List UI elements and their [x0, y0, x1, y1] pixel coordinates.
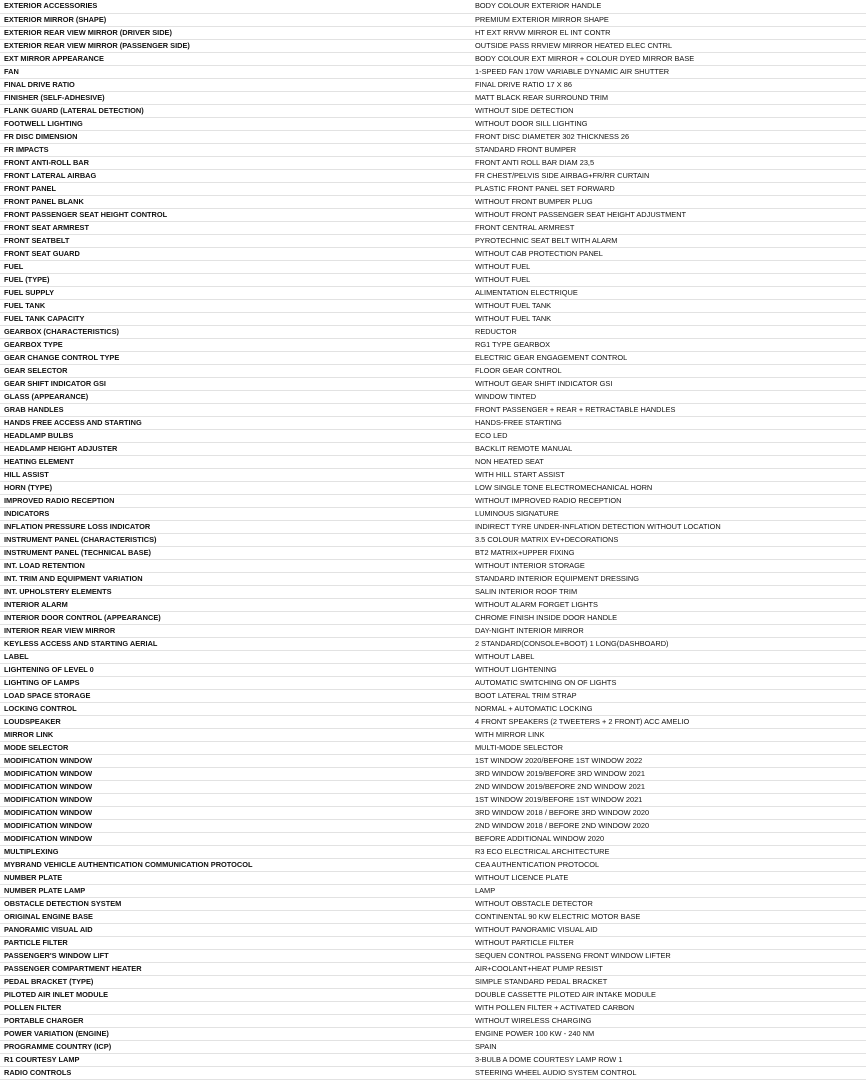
spec-name-cell: FUEL — [0, 260, 471, 273]
spec-value-cell: BACKLIT REMOTE MANUAL — [471, 442, 866, 455]
spec-value-cell: STANDARD INTERIOR EQUIPMENT DRESSING — [471, 572, 866, 585]
table-row — [0, 676, 866, 689]
spec-name-cell: OBSTACLE DETECTION SYSTEM — [0, 897, 471, 910]
spec-name-cell: HEADLAMP BULBS — [0, 429, 471, 442]
table-row — [0, 182, 866, 195]
spec-name-cell: ORIGINAL ENGINE BASE — [0, 910, 471, 923]
table-row — [0, 1066, 866, 1079]
table-row — [0, 156, 866, 169]
table-row — [0, 520, 866, 533]
spec-value-cell: REDUCTOR — [471, 325, 866, 338]
spec-value-cell: WITHOUT DOOR SILL LIGHTING — [471, 117, 866, 130]
table-row — [0, 364, 866, 377]
spec-value-cell: STEERING WHEEL AUDIO SYSTEM CONTROL — [471, 1066, 866, 1079]
spec-value-cell: 3.5 COLOUR MATRIX EV+DECORATIONS — [471, 533, 866, 546]
table-row — [0, 767, 866, 780]
table-row — [0, 988, 866, 1001]
spec-name-cell: LIGHTENING OF LEVEL 0 — [0, 663, 471, 676]
spec-name-cell: MODIFICATION WINDOW — [0, 832, 471, 845]
spec-name-cell: HEATING ELEMENT — [0, 455, 471, 468]
spec-value-cell: 2 STANDARD(CONSOLE+BOOT) 1 LONG(DASHBOARD) — [471, 637, 866, 650]
spec-value-cell: WITHOUT ALARM FORGET LIGHTS — [471, 598, 866, 611]
spec-value-cell: DAY-NIGHT INTERIOR MIRROR — [471, 624, 866, 637]
spec-value-cell: WITHOUT INTERIOR STORAGE — [471, 559, 866, 572]
spec-name-cell: RADIO CONTROLS — [0, 1066, 471, 1079]
spec-value-cell: 4 FRONT SPEAKERS (2 TWEETERS + 2 FRONT) ACC AMELIO — [471, 715, 866, 728]
spec-value-cell: FINAL DRIVE RATIO 17 X 86 — [471, 78, 866, 91]
spec-value-cell: CHROME FINISH INSIDE DOOR HANDLE — [471, 611, 866, 624]
spec-value-cell: WITH POLLEN FILTER + ACTIVATED CARBON — [471, 1001, 866, 1014]
table-row — [0, 728, 866, 741]
spec-value-cell: LAMP — [471, 884, 866, 897]
spec-name-cell: HORN (TYPE) — [0, 481, 471, 494]
table-row — [0, 117, 866, 130]
spec-value-cell: WINDOW TINTED — [471, 390, 866, 403]
table-row — [0, 1001, 866, 1014]
spec-name-cell: FUEL TANK — [0, 299, 471, 312]
spec-value-cell: BODY COLOUR EXTERIOR HANDLE — [471, 0, 866, 13]
table-row — [0, 585, 866, 598]
spec-value-cell: BT2 MATRIX+UPPER FIXING — [471, 546, 866, 559]
spec-name-cell: NUMBER PLATE — [0, 871, 471, 884]
spec-value-cell: WITH MIRROR LINK — [471, 728, 866, 741]
spec-name-cell: FR DISC DIMENSION — [0, 130, 471, 143]
spec-name-cell: MYBRAND VEHICLE AUTHENTICATION COMMUNICATION PROTOCOL — [0, 858, 471, 871]
spec-value-cell: SPAIN — [471, 1040, 866, 1053]
spec-name-cell: MULTIPLEXING — [0, 845, 471, 858]
table-row — [0, 130, 866, 143]
spec-value-cell: SIMPLE STANDARD PEDAL BRACKET — [471, 975, 866, 988]
spec-name-cell: FUEL TANK CAPACITY — [0, 312, 471, 325]
spec-name-cell: GEARBOX TYPE — [0, 338, 471, 351]
spec-value-cell: WITHOUT LIGHTENING — [471, 663, 866, 676]
spec-value-cell: HT EXT RRVW MIRROR EL INT CONTR — [471, 26, 866, 39]
spec-value-cell: BOOT LATERAL TRIM STRAP — [471, 689, 866, 702]
spec-name-cell: FRONT PASSENGER SEAT HEIGHT CONTROL — [0, 208, 471, 221]
table-row — [0, 104, 866, 117]
spec-value-cell: 2ND WINDOW 2019/BEFORE 2ND WINDOW 2021 — [471, 780, 866, 793]
spec-name-cell: FOOTWELL LIGHTING — [0, 117, 471, 130]
spec-name-cell: PANORAMIC VISUAL AID — [0, 923, 471, 936]
spec-name-cell: EXTERIOR ACCESSORIES — [0, 0, 471, 13]
table-row — [0, 507, 866, 520]
spec-value-cell: 1ST WINDOW 2020/BEFORE 1ST WINDOW 2022 — [471, 754, 866, 767]
spec-value-cell: WITHOUT CAB PROTECTION PANEL — [471, 247, 866, 260]
spec-name-cell: HEADLAMP HEIGHT ADJUSTER — [0, 442, 471, 455]
table-row — [0, 312, 866, 325]
table-row — [0, 871, 866, 884]
table-row — [0, 299, 866, 312]
table-row — [0, 403, 866, 416]
spec-value-cell: LOW SINGLE TONE ELECTROMECHANICAL HORN — [471, 481, 866, 494]
spec-name-cell: PASSENGER COMPARTMENT HEATER — [0, 962, 471, 975]
table-row — [0, 598, 866, 611]
spec-name-cell: FRONT SEATBELT — [0, 234, 471, 247]
spec-value-cell: NORMAL + AUTOMATIC LOCKING — [471, 702, 866, 715]
spec-value-cell: WITHOUT PANORAMIC VISUAL AID — [471, 923, 866, 936]
table-row — [0, 962, 866, 975]
table-row — [0, 624, 866, 637]
table-row — [0, 715, 866, 728]
spec-name-cell: INT. TRIM AND EQUIPMENT VARIATION — [0, 572, 471, 585]
spec-value-cell: HANDS-FREE STARTING — [471, 416, 866, 429]
table-row — [0, 741, 866, 754]
spec-name-cell: FAN — [0, 65, 471, 78]
table-row — [0, 65, 866, 78]
table-row — [0, 273, 866, 286]
spec-value-cell: ECO LED — [471, 429, 866, 442]
table-row — [0, 260, 866, 273]
spec-name-cell: INT. LOAD RETENTION — [0, 559, 471, 572]
spec-value-cell: STANDARD FRONT BUMPER — [471, 143, 866, 156]
table-row — [0, 949, 866, 962]
spec-name-cell: MODIFICATION WINDOW — [0, 767, 471, 780]
spec-name-cell: EXTERIOR REAR VIEW MIRROR (DRIVER SIDE) — [0, 26, 471, 39]
spec-name-cell: MODIFICATION WINDOW — [0, 793, 471, 806]
spec-value-cell: WITHOUT GEAR SHIFT INDICATOR GSI — [471, 377, 866, 390]
table-row — [0, 845, 866, 858]
spec-value-cell: PYROTECHNIC SEAT BELT WITH ALARM — [471, 234, 866, 247]
spec-name-cell: FRONT ANTI-ROLL BAR — [0, 156, 471, 169]
table-row — [0, 455, 866, 468]
table-row — [0, 325, 866, 338]
spec-value-cell: OUTSIDE PASS RRVIEW MIRROR HEATED ELEC CNTRL — [471, 39, 866, 52]
spec-name-cell: FINISHER (SELF-ADHESIVE) — [0, 91, 471, 104]
spec-name-cell: PILOTED AIR INLET MODULE — [0, 988, 471, 1001]
table-row — [0, 702, 866, 715]
spec-name-cell: EXTERIOR REAR VIEW MIRROR (PASSENGER SIDE) — [0, 39, 471, 52]
table-row — [0, 286, 866, 299]
table-row — [0, 481, 866, 494]
spec-value-cell: FRONT ANTI ROLL BAR DIAM 23,5 — [471, 156, 866, 169]
spec-value-cell: 3RD WINDOW 2019/BEFORE 3RD WINDOW 2021 — [471, 767, 866, 780]
spec-name-cell: POWER VARIATION (ENGINE) — [0, 1027, 471, 1040]
table-row — [0, 858, 866, 871]
spec-name-cell: GEAR CHANGE CONTROL TYPE — [0, 351, 471, 364]
spec-name-cell: FUEL SUPPLY — [0, 286, 471, 299]
spec-name-cell: INTERIOR REAR VIEW MIRROR — [0, 624, 471, 637]
table-row — [0, 897, 866, 910]
spec-name-cell: INSTRUMENT PANEL (CHARACTERISTICS) — [0, 533, 471, 546]
spec-name-cell: FUEL (TYPE) — [0, 273, 471, 286]
table-row — [0, 806, 866, 819]
table-row — [0, 546, 866, 559]
spec-name-cell: FRONT PANEL BLANK — [0, 195, 471, 208]
spec-name-cell: INTERIOR ALARM — [0, 598, 471, 611]
spec-value-cell: R3 ECO ELECTRICAL ARCHITECTURE — [471, 845, 866, 858]
spec-value-cell: SALIN INTERIOR ROOF TRIM — [471, 585, 866, 598]
table-row — [0, 611, 866, 624]
table-row — [0, 650, 866, 663]
table-row — [0, 52, 866, 65]
spec-name-cell: LIGHTING OF LAMPS — [0, 676, 471, 689]
spec-name-cell: GRAB HANDLES — [0, 403, 471, 416]
table-row — [0, 390, 866, 403]
spec-name-cell: LOUDSPEAKER — [0, 715, 471, 728]
table-row — [0, 0, 866, 13]
spec-name-cell: HILL ASSIST — [0, 468, 471, 481]
spec-value-cell: WITHOUT LABEL — [471, 650, 866, 663]
spec-name-cell: R1 COURTESY LAMP — [0, 1053, 471, 1066]
spec-name-cell: HANDS FREE ACCESS AND STARTING — [0, 416, 471, 429]
spec-value-cell: FRONT PASSENGER + REAR + RETRACTABLE HANDLES — [471, 403, 866, 416]
spec-value-cell: ELECTRIC GEAR ENGAGEMENT CONTROL — [471, 351, 866, 364]
spec-value-cell: WITHOUT PARTICLE FILTER — [471, 936, 866, 949]
spec-name-cell: POLLEN FILTER — [0, 1001, 471, 1014]
table-row — [0, 559, 866, 572]
table-row — [0, 39, 866, 52]
spec-name-cell: GEAR SHIFT INDICATOR GSI — [0, 377, 471, 390]
spec-name-cell: NUMBER PLATE LAMP — [0, 884, 471, 897]
table-row — [0, 533, 866, 546]
spec-name-cell: FLANK GUARD (LATERAL DETECTION) — [0, 104, 471, 117]
spec-value-cell: 3-BULB A DOME COURTESY LAMP ROW 1 — [471, 1053, 866, 1066]
table-row — [0, 572, 866, 585]
spec-name-cell: PASSENGER'S WINDOW LIFT — [0, 949, 471, 962]
table-row — [0, 338, 866, 351]
table-row — [0, 143, 866, 156]
spec-value-cell: SEQUEN CONTROL PASSENG FRONT WINDOW LIFTER — [471, 949, 866, 962]
table-row — [0, 663, 866, 676]
table-row — [0, 780, 866, 793]
spec-name-cell: GEARBOX (CHARACTERISTICS) — [0, 325, 471, 338]
spec-name-cell: MIRROR LINK — [0, 728, 471, 741]
table-row — [0, 689, 866, 702]
spec-name-cell: INT. UPHOLSTERY ELEMENTS — [0, 585, 471, 598]
table-row — [0, 234, 866, 247]
spec-name-cell: PEDAL BRACKET (TYPE) — [0, 975, 471, 988]
table-row — [0, 351, 866, 364]
spec-value-cell: ALIMENTATION ELECTRIQUE — [471, 286, 866, 299]
table-row — [0, 884, 866, 897]
spec-value-cell: AIR+COOLANT+HEAT PUMP RESIST — [471, 962, 866, 975]
table-row — [0, 78, 866, 91]
spec-value-cell: DOUBLE CASSETTE PILOTED AIR INTAKE MODULE — [471, 988, 866, 1001]
spec-value-cell: WITHOUT FRONT BUMPER PLUG — [471, 195, 866, 208]
spec-value-cell: PLASTIC FRONT PANEL SET FORWARD — [471, 182, 866, 195]
spec-name-cell: MODIFICATION WINDOW — [0, 754, 471, 767]
spec-value-cell: BODY COLOUR EXT MIRROR + COLOUR DYED MIRROR BASE — [471, 52, 866, 65]
table-row — [0, 975, 866, 988]
spec-value-cell: 2ND WINDOW 2018 / BEFORE 2ND WINDOW 2020 — [471, 819, 866, 832]
spec-value-cell: LUMINOUS SIGNATURE — [471, 507, 866, 520]
spec-name-cell: INSTRUMENT PANEL (TECHNICAL BASE) — [0, 546, 471, 559]
spec-value-cell: FRONT CENTRAL ARMREST — [471, 221, 866, 234]
table-row — [0, 1014, 866, 1027]
spec-name-cell: LABEL — [0, 650, 471, 663]
table-row — [0, 169, 866, 182]
spec-name-cell: MODIFICATION WINDOW — [0, 780, 471, 793]
spec-value-cell: ENGINE POWER 100 KW - 240 NM — [471, 1027, 866, 1040]
spec-name-cell: IMPROVED RADIO RECEPTION — [0, 494, 471, 507]
spec-value-cell: 1-SPEED FAN 170W VARIABLE DYNAMIC AIR SHUTTER — [471, 65, 866, 78]
table-row — [0, 910, 866, 923]
spec-name-cell: FR IMPACTS — [0, 143, 471, 156]
spec-value-cell: MATT BLACK REAR SURROUND TRIM — [471, 91, 866, 104]
spec-name-cell: GEAR SELECTOR — [0, 364, 471, 377]
spec-value-cell: CONTINENTAL 90 KW ELECTRIC MOTOR BASE — [471, 910, 866, 923]
spec-value-cell: AUTOMATIC SWITCHING ON OF LIGHTS — [471, 676, 866, 689]
table-row — [0, 13, 866, 26]
table-row — [0, 793, 866, 806]
table-row — [0, 936, 866, 949]
table-row — [0, 923, 866, 936]
spec-value-cell: NON HEATED SEAT — [471, 455, 866, 468]
table-row — [0, 221, 866, 234]
spec-value-cell: WITHOUT FUEL TANK — [471, 312, 866, 325]
spec-name-cell: LOAD SPACE STORAGE — [0, 689, 471, 702]
spec-name-cell: LOCKING CONTROL — [0, 702, 471, 715]
spec-value-cell: RG1 TYPE GEARBOX — [471, 338, 866, 351]
spec-name-cell: INDICATORS — [0, 507, 471, 520]
spec-name-cell: INTERIOR DOOR CONTROL (APPEARANCE) — [0, 611, 471, 624]
spec-name-cell: PROGRAMME COUNTRY (ICP) — [0, 1040, 471, 1053]
spec-name-cell: GLASS (APPEARANCE) — [0, 390, 471, 403]
spec-value-cell: FRONT DISC DIAMETER 302 THICKNESS 26 — [471, 130, 866, 143]
spec-value-cell: WITHOUT WIRELESS CHARGING — [471, 1014, 866, 1027]
table-row — [0, 247, 866, 260]
spec-value-cell: 3RD WINDOW 2018 / BEFORE 3RD WINDOW 2020 — [471, 806, 866, 819]
spec-value-cell: WITHOUT FRONT PASSENGER SEAT HEIGHT ADJUSTMENT — [471, 208, 866, 221]
spec-value-cell: FLOOR GEAR CONTROL — [471, 364, 866, 377]
spec-name-cell: INFLATION PRESSURE LOSS INDICATOR — [0, 520, 471, 533]
spec-name-cell: FRONT SEAT ARMREST — [0, 221, 471, 234]
table-row — [0, 637, 866, 650]
spec-name-cell: FRONT LATERAL AIRBAG — [0, 169, 471, 182]
spec-name-cell: FRONT PANEL — [0, 182, 471, 195]
spec-name-cell: PORTABLE CHARGER — [0, 1014, 471, 1027]
spec-name-cell: MODIFICATION WINDOW — [0, 819, 471, 832]
spec-value-cell: MULTI-MODE SELECTOR — [471, 741, 866, 754]
table-row — [0, 832, 866, 845]
spec-name-cell: PARTICLE FILTER — [0, 936, 471, 949]
table-row — [0, 819, 866, 832]
table-row — [0, 429, 866, 442]
table-row — [0, 754, 866, 767]
table-row — [0, 1053, 866, 1066]
table-row — [0, 468, 866, 481]
spec-name-cell: FRONT SEAT GUARD — [0, 247, 471, 260]
spec-value-cell: WITH HILL START ASSIST — [471, 468, 866, 481]
spec-value-cell: PREMIUM EXTERIOR MIRROR SHAPE — [471, 13, 866, 26]
spec-value-cell: WITHOUT FUEL TANK — [471, 299, 866, 312]
table-row — [0, 442, 866, 455]
spec-value-cell: INDIRECT TYRE UNDER-INFLATION DETECTION WITHOUT LOCATION — [471, 520, 866, 533]
spec-value-cell: WITHOUT FUEL — [471, 273, 866, 286]
spec-name-cell: FINAL DRIVE RATIO — [0, 78, 471, 91]
spec-name-cell: EXTERIOR MIRROR (SHAPE) — [0, 13, 471, 26]
spec-value-cell: FR CHEST/PELVIS SIDE AIRBAG+FR/RR CURTAIN — [471, 169, 866, 182]
table-row — [0, 26, 866, 39]
table-row — [0, 416, 866, 429]
spec-name-cell: MODIFICATION WINDOW — [0, 806, 471, 819]
spec-name-cell: MODE SELECTOR — [0, 741, 471, 754]
spec-value-cell: WITHOUT OBSTACLE DETECTOR — [471, 897, 866, 910]
spec-value-cell: BEFORE ADDITIONAL WINDOW 2020 — [471, 832, 866, 845]
spec-value-cell: WITHOUT SIDE DETECTION — [471, 104, 866, 117]
spec-value-cell: WITHOUT IMPROVED RADIO RECEPTION — [471, 494, 866, 507]
table-row — [0, 1027, 866, 1040]
table-row — [0, 494, 866, 507]
spec-value-cell: 1ST WINDOW 2019/BEFORE 1ST WINDOW 2021 — [471, 793, 866, 806]
spec-name-cell: KEYLESS ACCESS AND STARTING AERIAL — [0, 637, 471, 650]
table-row — [0, 195, 866, 208]
spec-value-cell: CEA AUTHENTICATION PROTOCOL — [471, 858, 866, 871]
spec-name-cell: EXT MIRROR APPEARANCE — [0, 52, 471, 65]
table-row — [0, 377, 866, 390]
table-row — [0, 208, 866, 221]
spec-value-cell: WITHOUT FUEL — [471, 260, 866, 273]
table-row — [0, 1040, 866, 1053]
spec-value-cell: WITHOUT LICENCE PLATE — [471, 871, 866, 884]
table-row — [0, 91, 866, 104]
